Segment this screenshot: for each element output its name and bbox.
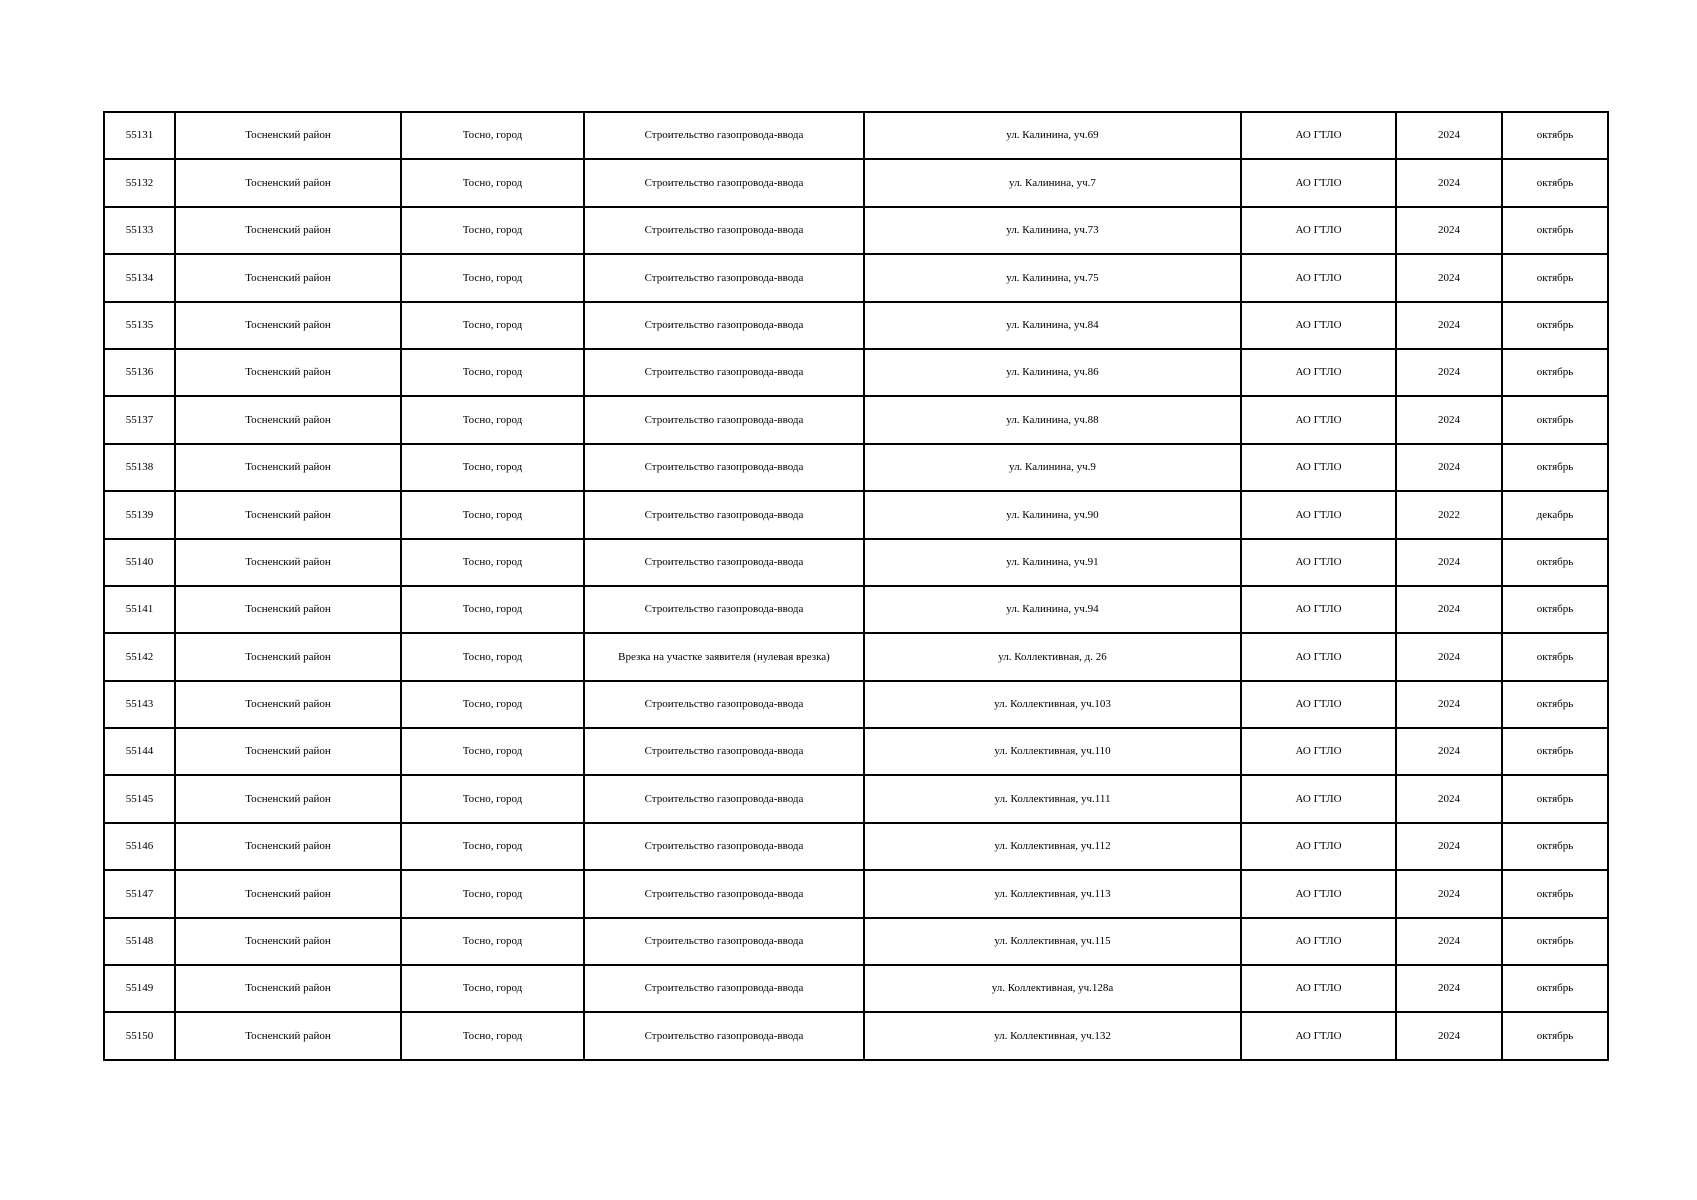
cell-record-number: 55144 (104, 728, 175, 775)
cell-record-number: 55145 (104, 775, 175, 822)
cell-year: 2024 (1396, 586, 1502, 633)
cell-month: октябрь (1502, 870, 1608, 917)
cell-year: 2022 (1396, 491, 1502, 538)
cell-work-type: Строительство газопровода-ввода (584, 207, 864, 254)
cell-record-number: 55133 (104, 207, 175, 254)
cell-locality: Тосно, город (401, 1012, 584, 1059)
cell-address: ул. Коллективная, уч.113 (864, 870, 1241, 917)
cell-address: ул. Коллективная, уч.112 (864, 823, 1241, 870)
cell-record-number: 55138 (104, 444, 175, 491)
table-row (104, 633, 1608, 680)
cell-record-number: 55136 (104, 349, 175, 396)
cell-organization: АО ГТЛО (1241, 539, 1396, 586)
cell-year: 2024 (1396, 396, 1502, 443)
table-row (104, 539, 1608, 586)
table-row (104, 823, 1608, 870)
cell-locality: Тосно, город (401, 633, 584, 680)
cell-year: 2024 (1396, 207, 1502, 254)
cell-organization: АО ГТЛО (1241, 396, 1396, 443)
cell-organization: АО ГТЛО (1241, 254, 1396, 301)
cell-work-type: Строительство газопровода-ввода (584, 302, 864, 349)
table-row (104, 491, 1608, 538)
cell-address: ул. Калинина, уч.69 (864, 112, 1241, 159)
gas-connection-table (103, 111, 1609, 1061)
cell-organization: АО ГТЛО (1241, 728, 1396, 775)
cell-work-type: Строительство газопровода-ввода (584, 444, 864, 491)
cell-month: октябрь (1502, 349, 1608, 396)
cell-organization: АО ГТЛО (1241, 633, 1396, 680)
cell-year: 2024 (1396, 633, 1502, 680)
cell-locality: Тосно, город (401, 539, 584, 586)
cell-district: Тосненский район (175, 539, 401, 586)
cell-record-number: 55141 (104, 586, 175, 633)
cell-locality: Тосно, город (401, 444, 584, 491)
cell-work-type: Строительство газопровода-ввода (584, 728, 864, 775)
cell-work-type: Строительство газопровода-ввода (584, 349, 864, 396)
cell-locality: Тосно, город (401, 349, 584, 396)
cell-district: Тосненский район (175, 823, 401, 870)
cell-address: ул. Калинина, уч.88 (864, 396, 1241, 443)
cell-locality: Тосно, город (401, 965, 584, 1012)
cell-organization: АО ГТЛО (1241, 112, 1396, 159)
cell-work-type: Строительство газопровода-ввода (584, 1012, 864, 1059)
table-row (104, 728, 1608, 775)
cell-year: 2024 (1396, 539, 1502, 586)
table-row (104, 965, 1608, 1012)
cell-district: Тосненский район (175, 207, 401, 254)
cell-month: октябрь (1502, 823, 1608, 870)
cell-locality: Тосно, город (401, 159, 584, 206)
cell-locality: Тосно, город (401, 918, 584, 965)
cell-work-type: Строительство газопровода-ввода (584, 918, 864, 965)
table-row (104, 396, 1608, 443)
cell-month: октябрь (1502, 1012, 1608, 1059)
cell-work-type: Строительство газопровода-ввода (584, 112, 864, 159)
cell-record-number: 55143 (104, 681, 175, 728)
cell-year: 2024 (1396, 349, 1502, 396)
cell-month: октябрь (1502, 586, 1608, 633)
cell-district: Тосненский район (175, 918, 401, 965)
cell-locality: Тосно, город (401, 207, 584, 254)
cell-district: Тосненский район (175, 633, 401, 680)
cell-district: Тосненский район (175, 396, 401, 443)
cell-work-type: Строительство газопровода-ввода (584, 965, 864, 1012)
cell-month: октябрь (1502, 539, 1608, 586)
cell-locality: Тосно, город (401, 870, 584, 917)
cell-district: Тосненский район (175, 159, 401, 206)
cell-locality: Тосно, город (401, 491, 584, 538)
cell-address: ул. Калинина, уч.90 (864, 491, 1241, 538)
cell-address: ул. Коллективная, уч.110 (864, 728, 1241, 775)
cell-year: 2024 (1396, 681, 1502, 728)
table-row (104, 1012, 1608, 1059)
cell-address: ул. Коллективная, уч.103 (864, 681, 1241, 728)
cell-district: Тосненский район (175, 349, 401, 396)
table-row (104, 254, 1608, 301)
cell-address: ул. Калинина, уч.7 (864, 159, 1241, 206)
cell-locality: Тосно, город (401, 728, 584, 775)
cell-record-number: 55149 (104, 965, 175, 1012)
cell-month: октябрь (1502, 633, 1608, 680)
cell-month: октябрь (1502, 302, 1608, 349)
cell-organization: АО ГТЛО (1241, 775, 1396, 822)
cell-organization: АО ГТЛО (1241, 1012, 1396, 1059)
cell-work-type: Строительство газопровода-ввода (584, 491, 864, 538)
cell-work-type: Врезка на участке заявителя (нулевая врезка) (584, 633, 864, 680)
cell-address: ул. Калинина, уч.75 (864, 254, 1241, 301)
table-row (104, 918, 1608, 965)
cell-organization: АО ГТЛО (1241, 823, 1396, 870)
cell-district: Тосненский район (175, 254, 401, 301)
cell-organization: АО ГТЛО (1241, 870, 1396, 917)
table-row (104, 681, 1608, 728)
cell-work-type: Строительство газопровода-ввода (584, 396, 864, 443)
cell-year: 2024 (1396, 823, 1502, 870)
cell-record-number: 55150 (104, 1012, 175, 1059)
table-row (104, 159, 1608, 206)
cell-month: октябрь (1502, 396, 1608, 443)
cell-record-number: 55146 (104, 823, 175, 870)
cell-year: 2024 (1396, 254, 1502, 301)
cell-address: ул. Коллективная, уч.128а (864, 965, 1241, 1012)
cell-record-number: 55139 (104, 491, 175, 538)
cell-record-number: 55140 (104, 539, 175, 586)
table-row (104, 870, 1608, 917)
cell-work-type: Строительство газопровода-ввода (584, 681, 864, 728)
cell-district: Тосненский район (175, 681, 401, 728)
cell-year: 2024 (1396, 1012, 1502, 1059)
cell-month: октябрь (1502, 728, 1608, 775)
cell-month: октябрь (1502, 918, 1608, 965)
cell-record-number: 55148 (104, 918, 175, 965)
cell-year: 2024 (1396, 918, 1502, 965)
cell-locality: Тосно, город (401, 586, 584, 633)
cell-work-type: Строительство газопровода-ввода (584, 586, 864, 633)
cell-work-type: Строительство газопровода-ввода (584, 254, 864, 301)
table-row (104, 444, 1608, 491)
cell-year: 2024 (1396, 444, 1502, 491)
cell-year: 2024 (1396, 965, 1502, 1012)
cell-year: 2024 (1396, 870, 1502, 917)
cell-month: октябрь (1502, 159, 1608, 206)
cell-address: ул. Калинина, уч.86 (864, 349, 1241, 396)
cell-address: ул. Коллективная, уч.115 (864, 918, 1241, 965)
cell-month: октябрь (1502, 207, 1608, 254)
cell-address: ул. Калинина, уч.9 (864, 444, 1241, 491)
cell-locality: Тосно, город (401, 681, 584, 728)
cell-organization: АО ГТЛО (1241, 444, 1396, 491)
cell-district: Тосненский район (175, 1012, 401, 1059)
cell-organization: АО ГТЛО (1241, 302, 1396, 349)
cell-locality: Тосно, город (401, 823, 584, 870)
cell-locality: Тосно, город (401, 775, 584, 822)
table-row (104, 349, 1608, 396)
cell-organization: АО ГТЛО (1241, 681, 1396, 728)
table-row (104, 775, 1608, 822)
cell-record-number: 55147 (104, 870, 175, 917)
cell-year: 2024 (1396, 112, 1502, 159)
cell-year: 2024 (1396, 302, 1502, 349)
cell-locality: Тосно, город (401, 254, 584, 301)
cell-work-type: Строительство газопровода-ввода (584, 823, 864, 870)
cell-district: Тосненский район (175, 965, 401, 1012)
cell-address: ул. Калинина, уч.91 (864, 539, 1241, 586)
cell-record-number: 55135 (104, 302, 175, 349)
cell-district: Тосненский район (175, 775, 401, 822)
table-row (104, 586, 1608, 633)
cell-year: 2024 (1396, 159, 1502, 206)
cell-district: Тосненский район (175, 444, 401, 491)
cell-organization: АО ГТЛО (1241, 159, 1396, 206)
cell-district: Тосненский район (175, 302, 401, 349)
cell-organization: АО ГТЛО (1241, 586, 1396, 633)
cell-address: ул. Коллективная, уч.111 (864, 775, 1241, 822)
cell-year: 2024 (1396, 775, 1502, 822)
cell-record-number: 55137 (104, 396, 175, 443)
cell-month: октябрь (1502, 681, 1608, 728)
cell-work-type: Строительство газопровода-ввода (584, 870, 864, 917)
table-body (104, 112, 1608, 1060)
table-row (104, 207, 1608, 254)
cell-address: ул. Коллективная, д. 26 (864, 633, 1241, 680)
cell-organization: АО ГТЛО (1241, 349, 1396, 396)
cell-month: октябрь (1502, 775, 1608, 822)
document-page (103, 111, 1607, 1061)
cell-district: Тосненский район (175, 728, 401, 775)
cell-district: Тосненский район (175, 586, 401, 633)
cell-address: ул. Калинина, уч.73 (864, 207, 1241, 254)
cell-month: октябрь (1502, 112, 1608, 159)
cell-address: ул. Коллективная, уч.132 (864, 1012, 1241, 1059)
cell-address: ул. Калинина, уч.94 (864, 586, 1241, 633)
table-row (104, 302, 1608, 349)
cell-work-type: Строительство газопровода-ввода (584, 539, 864, 586)
cell-district: Тосненский район (175, 870, 401, 917)
cell-month: декабрь (1502, 491, 1608, 538)
table-row (104, 112, 1608, 159)
cell-year: 2024 (1396, 728, 1502, 775)
cell-locality: Тосно, город (401, 112, 584, 159)
cell-organization: АО ГТЛО (1241, 207, 1396, 254)
cell-month: октябрь (1502, 254, 1608, 301)
cell-record-number: 55131 (104, 112, 175, 159)
cell-work-type: Строительство газопровода-ввода (584, 159, 864, 206)
cell-month: октябрь (1502, 965, 1608, 1012)
cell-record-number: 55132 (104, 159, 175, 206)
cell-address: ул. Калинина, уч.84 (864, 302, 1241, 349)
cell-district: Тосненский район (175, 112, 401, 159)
cell-record-number: 55134 (104, 254, 175, 301)
cell-record-number: 55142 (104, 633, 175, 680)
cell-organization: АО ГТЛО (1241, 918, 1396, 965)
cell-organization: АО ГТЛО (1241, 491, 1396, 538)
cell-locality: Тосно, город (401, 302, 584, 349)
cell-locality: Тосно, город (401, 396, 584, 443)
cell-organization: АО ГТЛО (1241, 965, 1396, 1012)
cell-month: октябрь (1502, 444, 1608, 491)
cell-work-type: Строительство газопровода-ввода (584, 775, 864, 822)
cell-district: Тосненский район (175, 491, 401, 538)
